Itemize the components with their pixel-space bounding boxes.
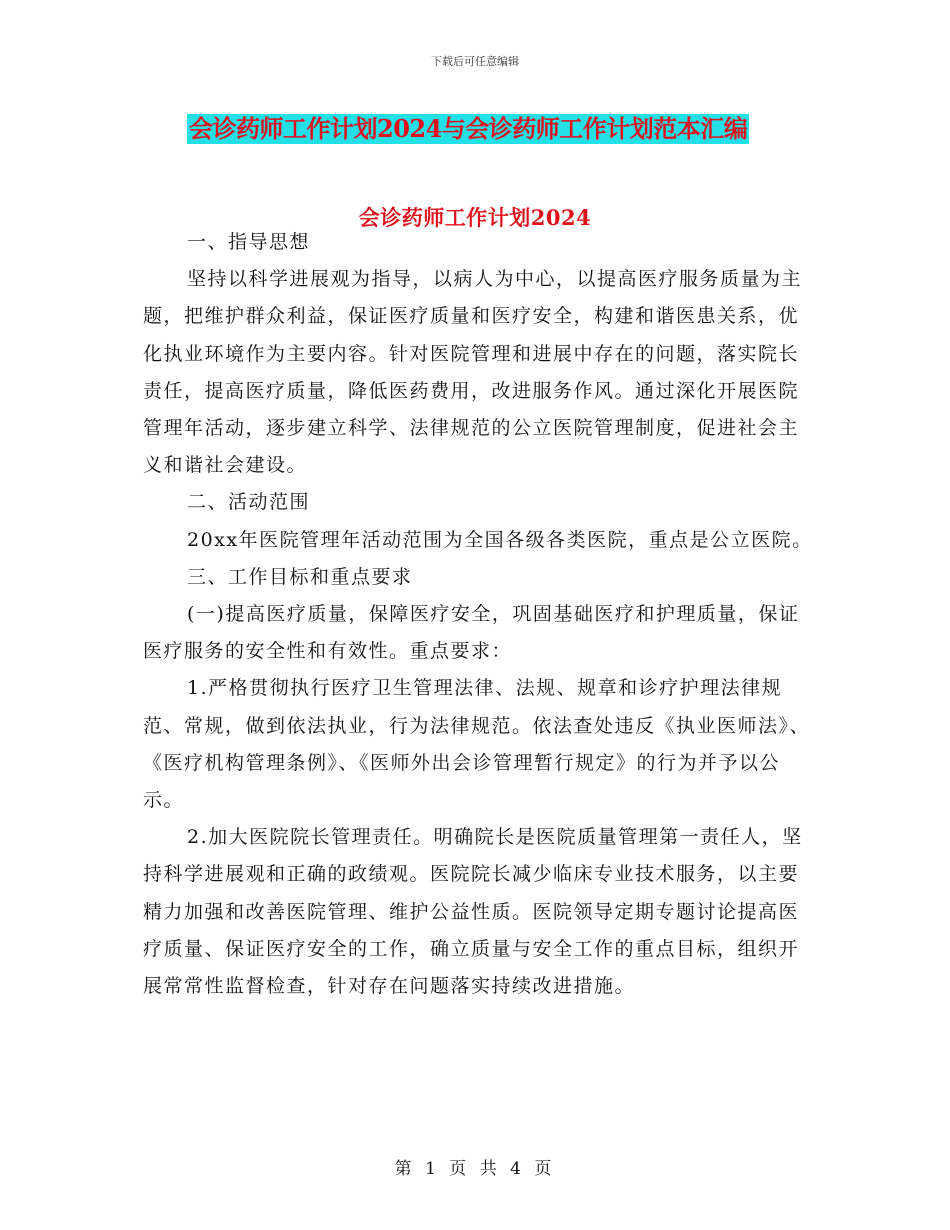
document-main-title: 会诊药师工作计划2024与会诊药师工作计划范本汇编: [189, 114, 748, 143]
header-note: 下载后可任意编辑: [431, 55, 519, 68]
document-body: [143, 224, 813, 1005]
paragraph-guiding-thought: 坚持以科学进展观为指导，以病人为中心，以提高医疗服务质量为主题，把维护群众利益，保证医疗质量和医疗安全，构建和谐医患关系，优化执业环境作为主要内容。针对医院管理和进展中存在的问题，落实院长责任，提高医疗质量，降低医药费用，改进服务作风。通过深化开展医院管理年活动，逐步建立科学、法律规范的公立医院管理制度，促进社会主义和谐社会建设。: [143, 268, 803, 477]
document-sub-title: 会诊药师工作计划2024: [358, 205, 592, 230]
section-heading-guiding-thought: 一、指导思想: [187, 231, 311, 253]
page-number: 第 1 页 共 4 页: [394, 1159, 556, 1179]
section-heading-activity-scope: 二、活动范围: [187, 491, 311, 514]
paragraph-item-2: 2.加大医院院长管理责任。明确院长是医院质量管理第一责任人，坚持科学进展观和正确的政绩观。医院院长减少临床专业技术服务，以主要精力加强和改善医院管理、维护公益性质。医院领导定期专题讨论提高医疗质量、保证医疗安全的工作，确立质量与安全工作的重点目标，组织开展常常性监督检查，针对存在问题落实持续改进措施。: [143, 826, 803, 998]
paragraph-activity-scope: 20xx年医院管理年活动范围为全国各级各类医院，重点是公立医院。: [187, 528, 813, 551]
paragraph-goal-1: (一)提高医疗质量，保障医疗安全，巩固基础医疗和护理质量，保证医疗服务的安全性和有效性。重点要求：: [143, 603, 800, 663]
paragraph-item-1: 1.严格贯彻执行医疗卫生管理法律、法规、规章和诊疗护理法律规范、常规，做到依法执业，行为法律规范。依法查处违反《执业医师法》、《医疗机构管理条例》、《医师外出会诊管理暂行规定》的行为并予以公示。: [143, 677, 811, 812]
section-heading-goals: 三、工作目标和重点要求: [187, 565, 413, 588]
